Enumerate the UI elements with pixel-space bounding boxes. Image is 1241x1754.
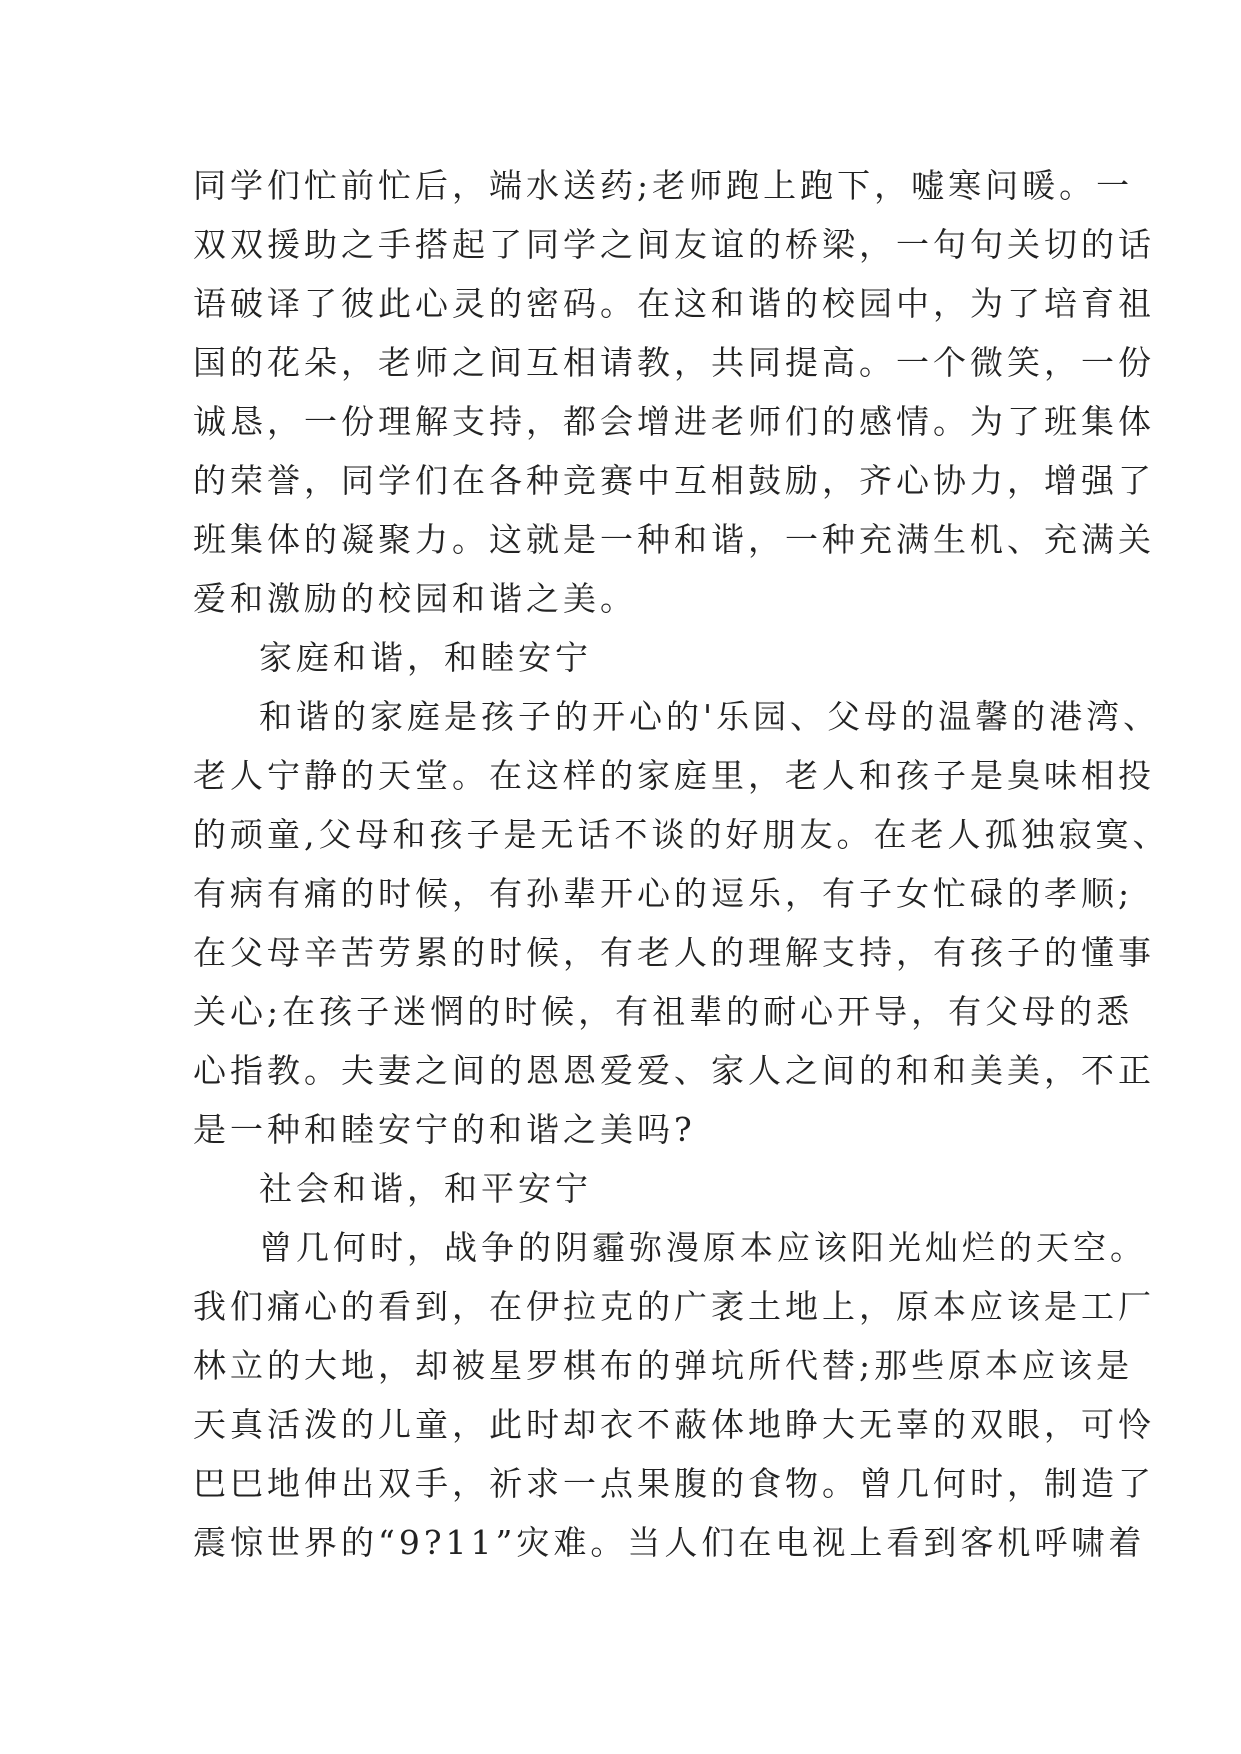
section-heading-society: 社会和谐，和平安宁 [259, 1169, 592, 1208]
text-line: 双双援助之手搭起了同学之间友谊的桥梁，一句句关切的话 [193, 225, 1155, 264]
text-line: 班集体的凝聚力。这就是一种和谐，一种充满生机、充满关 [193, 520, 1155, 559]
text-line: 曾几何时，战争的阴霾弥漫原本应该阳光灿烂的天空。 [259, 1228, 1147, 1267]
text-line: 是一种和睦安宁的和谐之美吗? [193, 1110, 696, 1149]
text-line: 在父母辛苦劳累的时候，有老人的理解支持，有孩子的懂事 [193, 933, 1155, 972]
text-line: 的顽童,父母和孩子是无话不谈的好朋友。在老人孤独寂寞、 [193, 815, 1170, 854]
text-line: 语破译了彼此心灵的密码。在这和谐的校园中，为了培育祖 [193, 284, 1155, 323]
text-line: 同学们忙前忙后，端水送药;老师跑上跑下，嘘寒问暖。一 [193, 166, 1134, 205]
text-line: 有病有痛的时候，有孙辈开心的逗乐，有子女忙碌的孝顺; [193, 874, 1134, 913]
text-line: 天真活泼的儿童，此时却衣不蔽体地睁大无辜的双眼，可怜 [193, 1405, 1155, 1444]
text-line: 爱和激励的校园和谐之美。 [193, 579, 637, 618]
text-line: 老人宁静的天堂。在这样的家庭里，老人和孩子是臭味相投 [193, 756, 1155, 795]
section-heading-family: 家庭和谐，和睦安宁 [259, 638, 592, 677]
text-line: 和谐的家庭是孩子的开心的'乐园、父母的温馨的港湾、 [259, 697, 1161, 736]
text-line: 巴巴地伸出双手，祈求一点果腹的食物。曾几何时，制造了 [193, 1464, 1155, 1503]
text-line: 我们痛心的看到，在伊拉克的广袤土地上，原本应该是工厂 [193, 1287, 1155, 1326]
text-line: 林立的大地，却被星罗棋布的弹坑所代替;那些原本应该是 [193, 1346, 1134, 1385]
text-line: 震惊世界的“9?11”灾难。当人们在电视上看到客机呼啸着 [193, 1523, 1146, 1562]
text-line: 国的花朵，老师之间互相请教，共同提高。一个微笑，一份 [193, 343, 1155, 382]
text-line: 关心;在孩子迷惘的时候，有祖辈的耐心开导，有父母的悉 [193, 992, 1134, 1031]
text-line: 的荣誉，同学们在各种竞赛中互相鼓励，齐心协力，增强了 [193, 461, 1155, 500]
body-text [193, 156, 1170, 1572]
text-line: 心指教。夫妻之间的恩恩爱爱、家人之间的和和美美，不正 [193, 1051, 1155, 1090]
text-line: 诚恳，一份理解支持，都会增进老师们的感情。为了班集体 [193, 402, 1155, 441]
